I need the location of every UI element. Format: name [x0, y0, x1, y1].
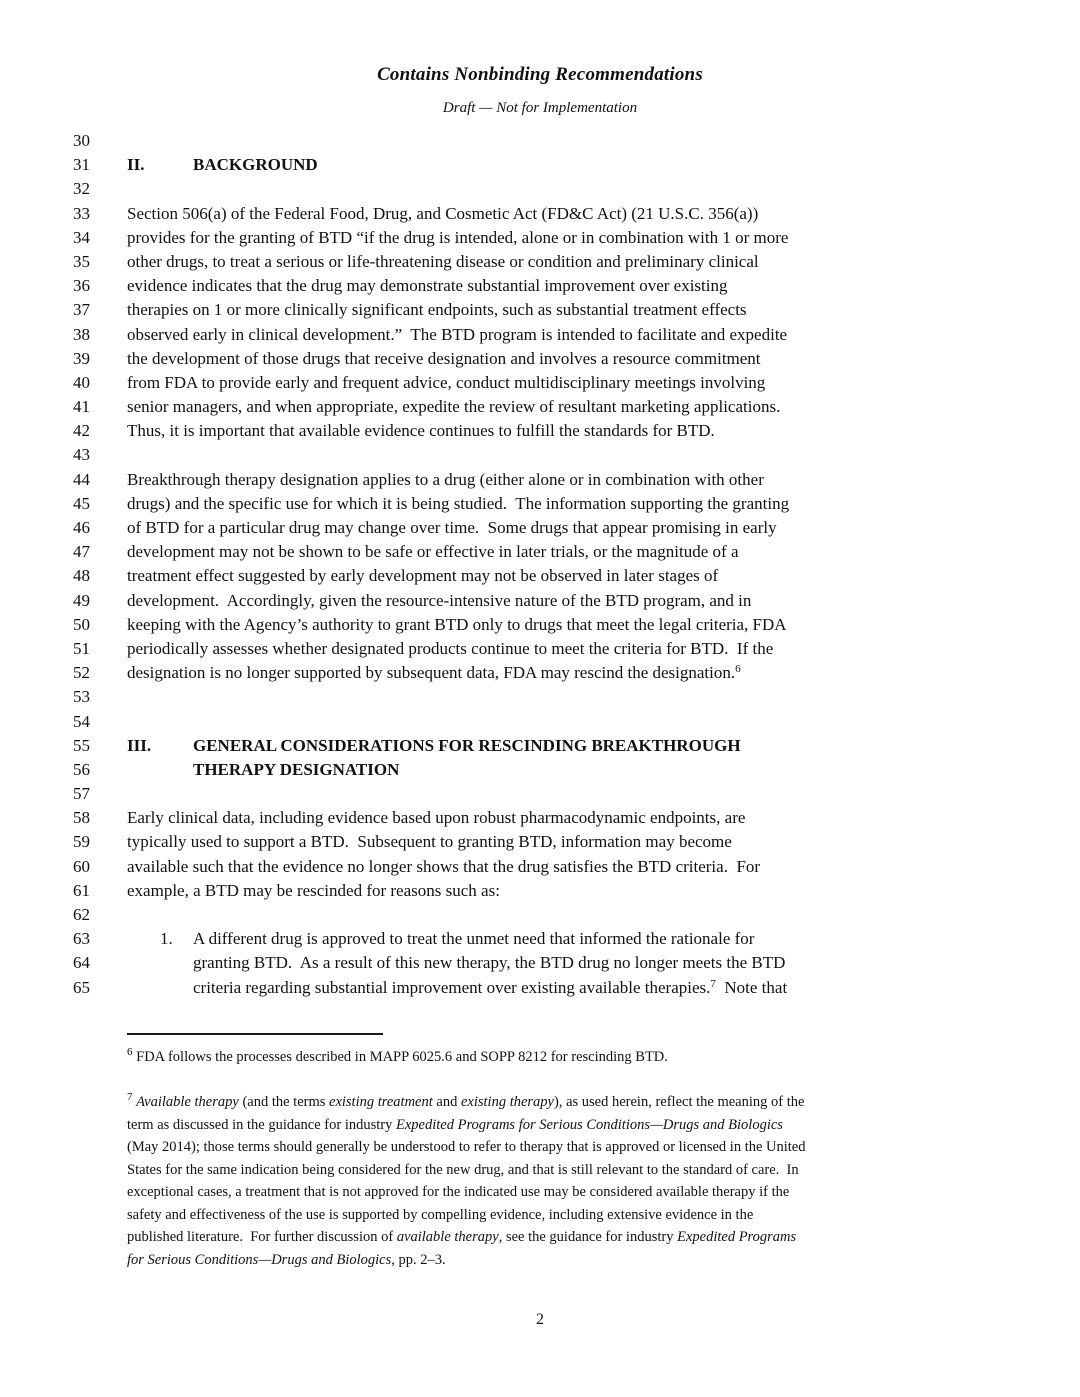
line-number: 49: [73, 590, 90, 610]
line-text: [127, 274, 728, 298]
line-text: [193, 951, 785, 975]
line-number: 50: [73, 614, 90, 634]
line-text: [127, 419, 715, 443]
line-number: 40: [73, 372, 90, 392]
text-segment: observed early in clinical development.” The BTD program is intended to facilitate and expedite: [127, 324, 788, 344]
text-segment: GENERAL CONSIDERATIONS FOR RESCINDING BREAKTHROUGH: [193, 735, 741, 755]
document-line: [0, 492, 1080, 516]
line-text: [127, 371, 765, 395]
footnote-line: [127, 1181, 962, 1204]
line-text: [127, 202, 758, 226]
line-text: [160, 927, 754, 951]
text-segment: , see the guidance for industry: [498, 1229, 678, 1245]
document-line: [0, 129, 1080, 153]
text-segment: Note that: [715, 977, 788, 997]
document-line: [0, 226, 1080, 250]
document-line: [0, 202, 1080, 226]
line-number: 58: [73, 808, 90, 828]
text-segment: treatment effect suggested by early development may not be observed in later stages of: [127, 566, 719, 586]
text-segment: therapies on 1 or more clinically significant endpoints, such as substantial treatment effects: [127, 300, 747, 320]
line-text: [127, 879, 500, 903]
line-number: 64: [73, 953, 90, 973]
document-line: [0, 589, 1080, 613]
line-number: 35: [73, 251, 90, 271]
line-text: [193, 758, 399, 782]
line-number: 44: [73, 469, 90, 489]
line-number: 45: [73, 493, 90, 513]
line-number: 63: [73, 929, 90, 949]
line-text: [127, 806, 745, 830]
text-segment: Early clinical data, including evidence based upon robust pharmacodynamic endpoints, are: [127, 808, 746, 828]
text-segment: typically used to support a BTD. Subsequent to granting BTD, information may become: [127, 832, 732, 852]
header-draft-status: Draft — Not for Implementation: [442, 100, 638, 116]
document-line: [0, 710, 1080, 734]
footnote-line: [127, 1159, 962, 1182]
document-line: [0, 516, 1080, 540]
text-segment: Expedited Programs for Serious Conditions—Drugs and Biologics: [396, 1116, 783, 1133]
header-disclaimer: Contains Nonbinding Recommendations: [377, 64, 703, 85]
text-segment: term as discussed in the guidance for industry: [127, 1116, 396, 1133]
list-item-number: 1.: [160, 929, 173, 949]
line-number: 39: [73, 348, 90, 368]
document-line: [0, 274, 1080, 298]
text-segment: other drugs, to treat a serious or life-threatening disease or condition and preliminary clinical: [127, 251, 759, 271]
line-number: 51: [73, 638, 90, 658]
line-number: 38: [73, 324, 90, 344]
section-heading-line: [0, 153, 1080, 177]
document-line: [0, 177, 1080, 201]
footnote: [127, 1046, 962, 1069]
text-segment: periodically assesses whether designated products continue to meet the criteria for BTD. If the: [127, 638, 774, 658]
text-segment: , pp. 2–3.: [391, 1251, 446, 1268]
document-line: [0, 419, 1080, 443]
line-number: 61: [73, 880, 90, 900]
text-segment: BACKGROUND: [193, 155, 318, 175]
text-segment: A different drug is approved to treat the unmet need that informed the rationale for: [193, 929, 755, 949]
line-text: [127, 395, 780, 419]
document-line: [0, 661, 1080, 685]
line-number: 48: [73, 566, 90, 586]
text-segment: for Serious Conditions—Drugs and Biologics: [127, 1251, 392, 1268]
line-number: 41: [73, 397, 90, 417]
line-number: 54: [73, 711, 90, 731]
line-number: 32: [73, 179, 90, 199]
text-segment: existing therapy: [460, 1094, 554, 1110]
text-segment: Section 506(a) of the Federal Food, Drug, and Cosmetic Act (FD&C Act) (21 U.S.C. 356(a)): [127, 203, 759, 223]
text-segment: exceptional cases, a treatment that is not approved for the indicated use may be considered available therapy if the: [127, 1184, 790, 1200]
text-segment: safety and effectiveness of the use is supported by compelling evidence, including extensive evidence in the: [127, 1206, 754, 1223]
document-line: [0, 637, 1080, 661]
text-segment: existing treatment: [329, 1094, 433, 1110]
document-line: [0, 806, 1080, 830]
document-line: [0, 371, 1080, 395]
footnote-line: [127, 1046, 962, 1069]
footnote-line: [127, 1114, 962, 1137]
text-segment: evidence indicates that the drug may demonstrate substantial improvement over existing: [127, 276, 728, 296]
page-number: 2: [536, 1311, 544, 1328]
text-segment: available therapy: [396, 1229, 499, 1245]
text-segment: States for the same indication being considered for the new drug, and that is still relevant to the standard of care. In: [127, 1161, 799, 1178]
document-line: [0, 830, 1080, 854]
document-line: [0, 758, 1080, 782]
line-text: [127, 226, 788, 250]
footnote-separator: [127, 1033, 383, 1035]
text-segment: the development of those drugs that receive designation and involves a resource commitment: [127, 348, 761, 368]
document-line: [0, 782, 1080, 806]
document-line: [0, 879, 1080, 903]
line-text: [127, 589, 751, 613]
line-number: 31: [73, 155, 90, 175]
line-number: 56: [73, 759, 90, 779]
footnote-reference: 7: [710, 977, 716, 990]
line-number: 65: [73, 977, 90, 997]
line-text: [127, 661, 741, 687]
line-text: [127, 298, 747, 322]
line-number: 36: [73, 276, 90, 296]
line-number: 52: [73, 663, 90, 683]
footnotes-section: [127, 1046, 962, 1271]
line-number: 47: [73, 542, 90, 562]
document-line: [0, 685, 1080, 709]
line-number: 62: [73, 905, 90, 924]
document-lines: [0, 129, 1080, 1000]
document-line: [0, 951, 1080, 975]
text-segment: FDA follows the processes described in MAPP 6025.6 and SOPP 8212 for rescinding BTD.: [132, 1049, 668, 1065]
footnote-line: [127, 1204, 962, 1227]
footnote-reference: 6: [735, 663, 741, 676]
line-text: [127, 564, 718, 588]
line-text: [127, 516, 777, 540]
line-text: [127, 734, 741, 758]
line-text: [127, 323, 787, 347]
document-line: [0, 347, 1080, 371]
section-number: II.: [127, 155, 145, 175]
line-number: 60: [73, 856, 90, 876]
line-text: [127, 492, 789, 516]
document-line: [0, 927, 1080, 951]
text-segment: provides for the granting of BTD “if the drug is intended, alone or in combination with 1 or more: [127, 227, 789, 247]
text-segment: (May 2014); those terms should generally be understood to refer to therapy that is approved or licensed in the United: [127, 1139, 806, 1155]
line-text: [127, 468, 764, 492]
text-segment: and: [432, 1094, 461, 1110]
document-line: [0, 323, 1080, 347]
section-number: III.: [127, 735, 152, 755]
text-segment: drugs) and the specific use for which it is being studied. The information supporting the granting: [127, 493, 790, 513]
page-header: [0, 64, 1080, 117]
line-number: 59: [73, 832, 90, 852]
footnote-line: [127, 1226, 962, 1249]
document-line: [0, 564, 1080, 588]
line-number: 46: [73, 518, 90, 537]
document-line: [0, 298, 1080, 322]
text-segment: Expedited Programs: [677, 1229, 797, 1245]
document-line: [0, 540, 1080, 564]
line-text: [127, 540, 739, 564]
text-segment: Breakthrough therapy designation applies to a drug (either alone or in combination with other: [127, 469, 764, 489]
text-segment: published literature. For further discussion of: [127, 1229, 397, 1245]
text-segment: of BTD for a particular drug may change over time. Some drugs that appear promising in early: [127, 518, 777, 537]
line-number: 42: [73, 421, 90, 441]
line-number: 53: [73, 687, 90, 707]
line-text: [127, 637, 773, 661]
section-heading-line: [0, 734, 1080, 758]
text-segment: Available therapy: [136, 1094, 239, 1110]
text-segment: granting BTD. As a result of this new therapy, the BTD drug no longer meets the BTD: [193, 953, 786, 973]
document-line: [0, 443, 1080, 467]
text-segment: ), as used herein, reflect the meaning of the: [554, 1094, 805, 1110]
footnote-reference: 6: [127, 1046, 133, 1058]
text-segment: available such that the evidence no longer shows that the drug satisfies the BTD criteria. For: [127, 856, 761, 876]
text-segment: example, a BTD may be rescinded for reasons such as:: [127, 880, 500, 900]
line-number: 33: [73, 203, 90, 223]
text-segment: from FDA to provide early and frequent advice, conduct multidisciplinary meetings involving: [127, 372, 766, 392]
text-segment: keeping with the Agency’s authority to grant BTD only to drugs that meet the legal criteria, FDA: [127, 614, 787, 634]
text-segment: criteria regarding substantial improvement over existing available therapies.: [193, 977, 711, 997]
line-number: 37: [73, 300, 90, 320]
line-text: [127, 613, 787, 637]
document-line: [0, 855, 1080, 879]
footnote: [127, 1091, 962, 1271]
document-line: [0, 250, 1080, 274]
line-number: 30: [73, 131, 90, 150]
line-text: [127, 153, 318, 177]
text-segment: THERAPY DESIGNATION: [193, 759, 400, 779]
text-segment: (and the terms: [238, 1094, 330, 1110]
line-text: [127, 250, 759, 274]
line-text: [127, 347, 761, 371]
text-segment: designation is no longer supported by subsequent data, FDA may rescind the designation.: [127, 663, 736, 683]
footnote-gap: [127, 1069, 962, 1092]
text-segment: senior managers, and when appropriate, expedite the review of resultant marketing applications.: [127, 397, 781, 417]
footnote-reference: 7: [127, 1091, 133, 1103]
line-number: 43: [73, 445, 90, 465]
line-text: [127, 855, 760, 879]
text-segment: development. Accordingly, given the resource-intensive nature of the BTD program, and in: [127, 590, 752, 610]
document-line: [0, 613, 1080, 637]
text-segment: Thus, it is important that available evidence continues to fulfill the standards for BTD.: [127, 421, 715, 441]
text-segment: development may not be shown to be safe or effective in later trials, or the magnitude of a: [127, 542, 739, 562]
document-line: [0, 395, 1080, 419]
line-text: [127, 830, 732, 854]
line-text: [193, 976, 787, 1002]
document-line: [0, 903, 1080, 927]
line-number: 57: [73, 784, 90, 804]
footnote-line: [127, 1091, 962, 1114]
line-number: 34: [73, 227, 90, 247]
document-line: [0, 468, 1080, 492]
footnote-line: [127, 1136, 962, 1159]
footnote-line: [127, 1249, 962, 1272]
document-line: [0, 976, 1080, 1000]
line-number: 55: [73, 735, 90, 755]
